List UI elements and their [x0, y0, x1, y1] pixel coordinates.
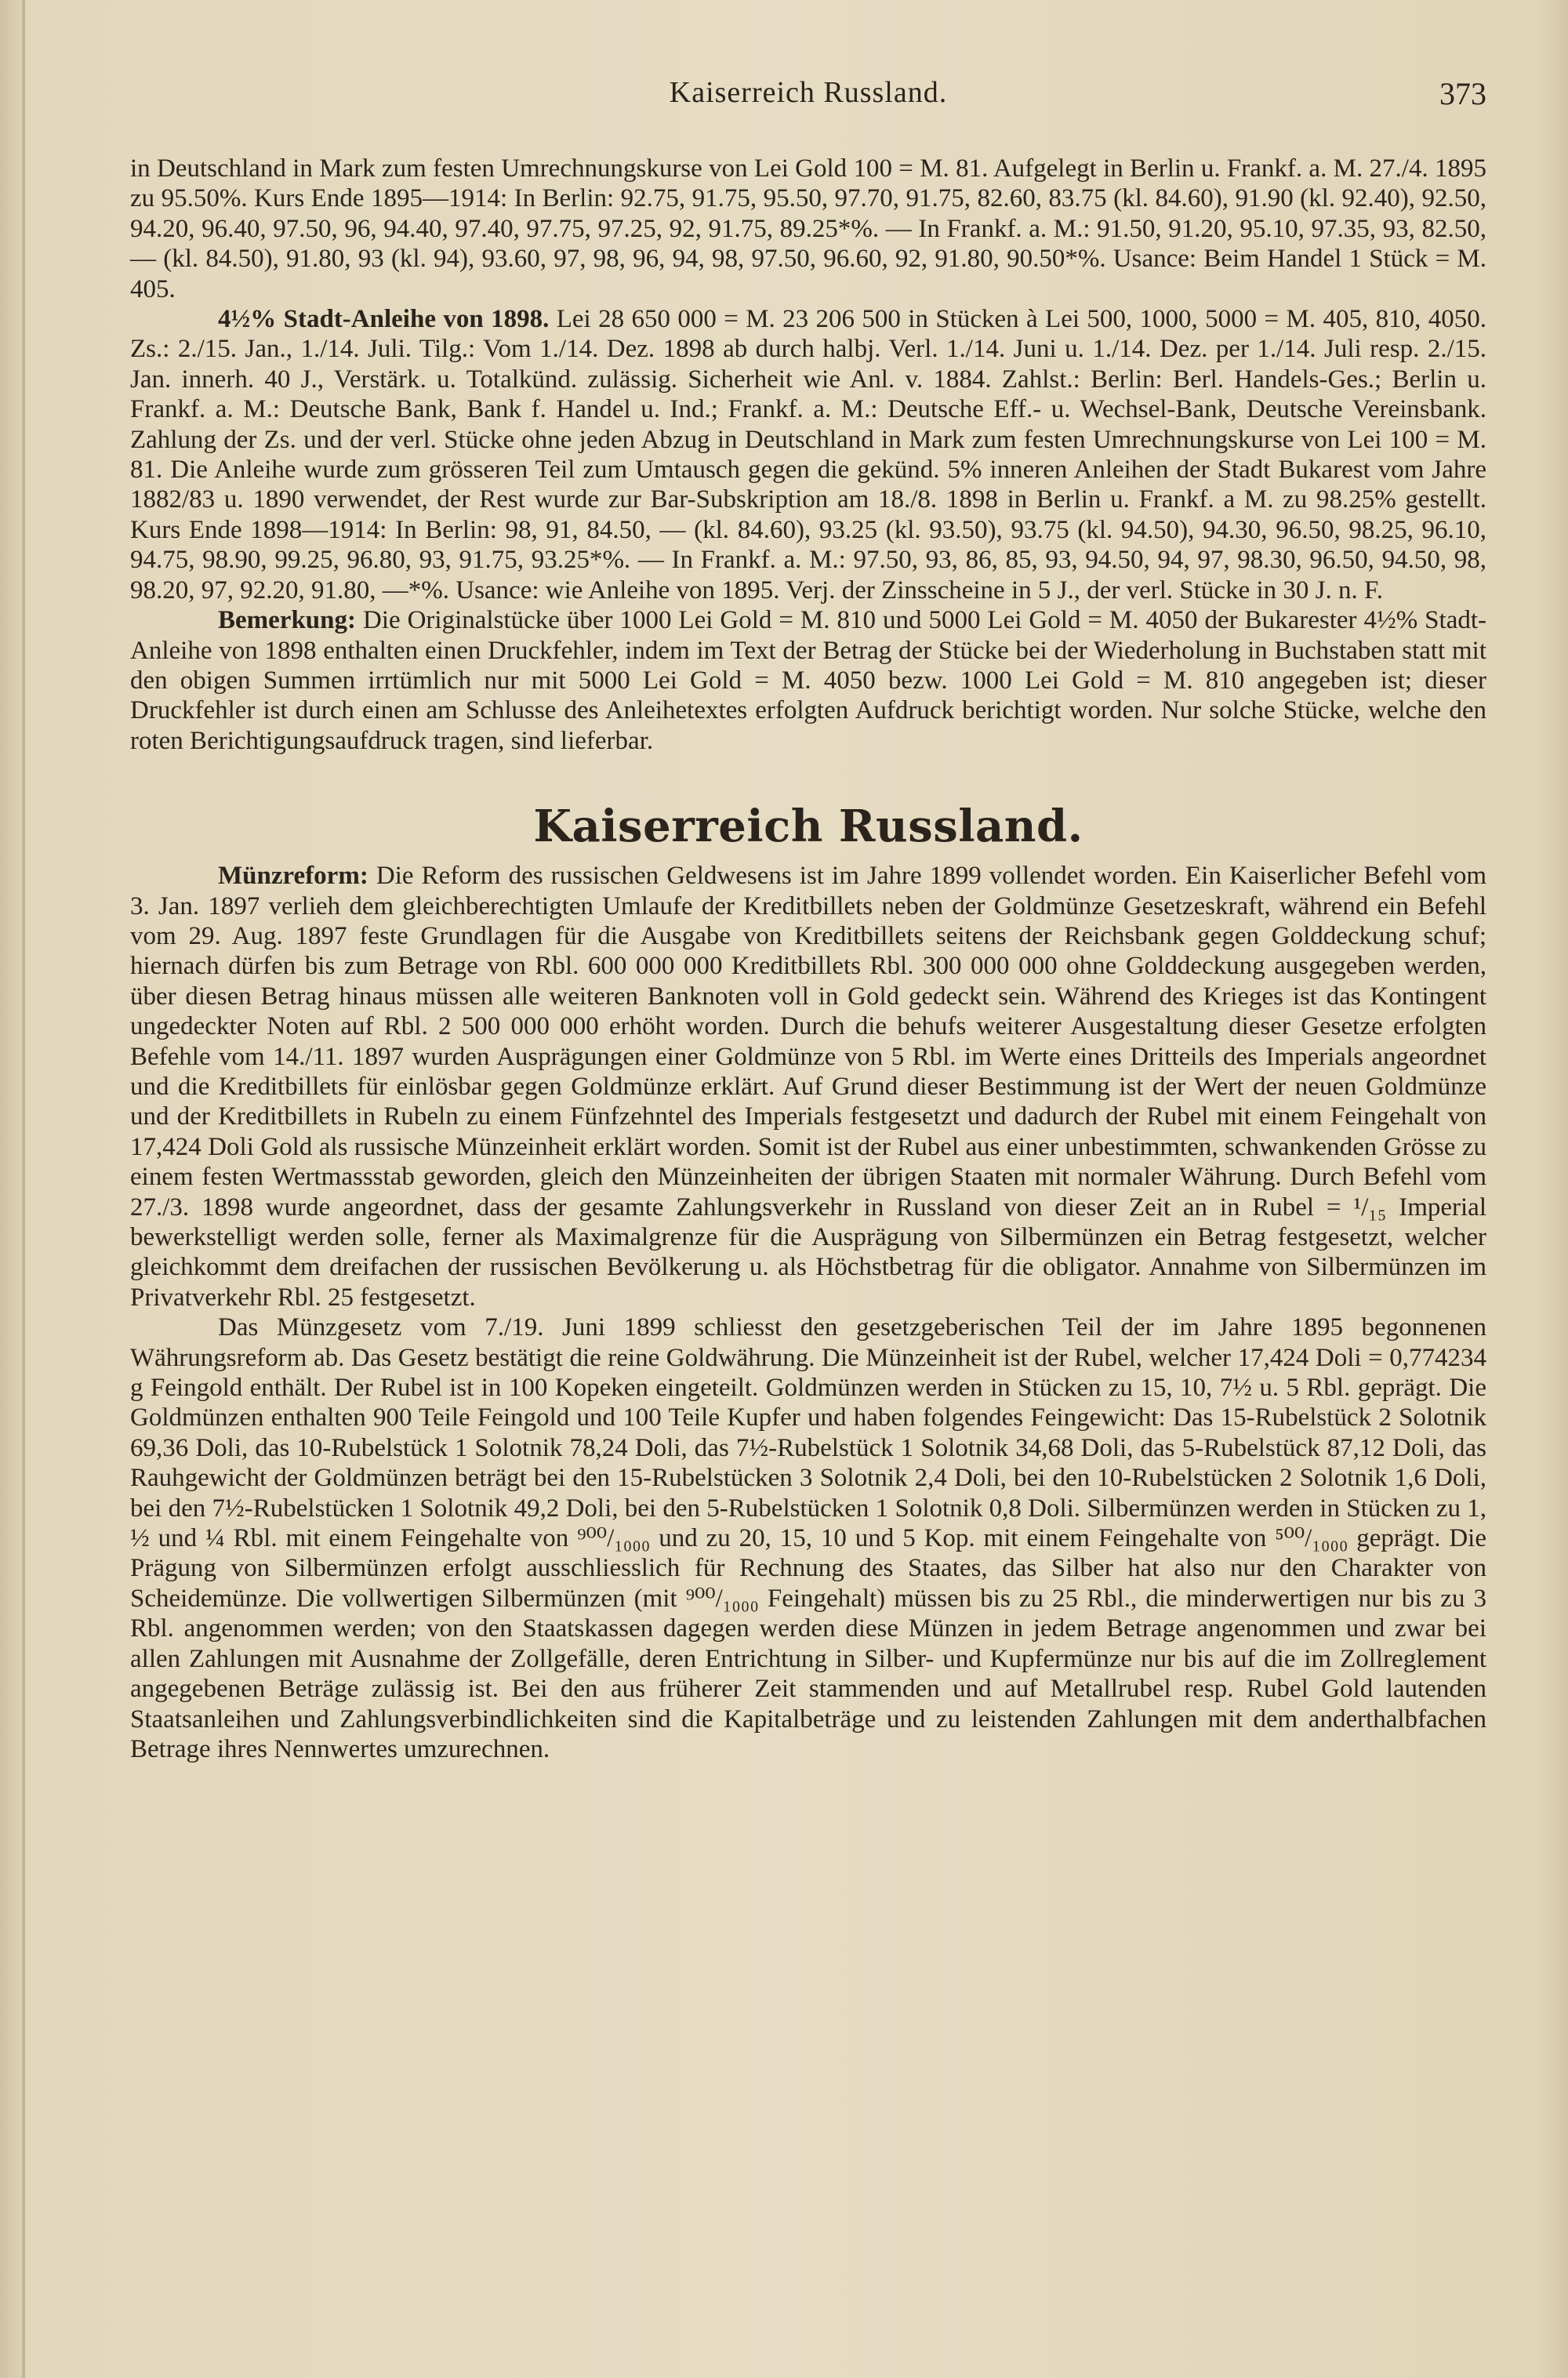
continued-paragraph: in Deutschland in Mark zum festen Umrechnungskurse von Lei Gold 100 = M. 81. Aufgelegt in Berlin u. Frankf. a. M. 27./4. 1895 zu 95.50%. Kurs Ende 1895—1914: In Berlin: 92.75, 91.75, 95.50, 97.70, 91.75, 82.60, 83.75 (kl. 84.60), 91.90 (kl. 92.40), 92.50, 94.20, 96.40, 97.50, 96, 94.40, 97.40, 97.75, 97.25, 92, 91.75, 89.25*%. — In Frankf. a. M.: 91.50, 91.20, 95.10, 97.35, 93, 82.50, — (kl. 84.50), 91.80, 93 (kl. 94), 93.60, 97, 98, 96, 94, 98, 97.50, 96.60, 92, 91.80, 90.50*%. Usance: Beim Handel 1 Stück = M. 405. — [130, 154, 1486, 303]
page-body — [130, 154, 1486, 1764]
loan-title: 4½% Stadt-Anleihe von 1898. — [218, 305, 550, 334]
loan-paragraph — [130, 304, 1486, 605]
section-title: Kaiserreich Russland. — [533, 801, 1083, 853]
note-text: Die Originalstücke über 1000 Lei Gold = M. 810 und 5000 Lei Gold = M. 4050 der Bukarester 4½% Stadt-Anleihe von 1898 enthalten einen Druckfehler, indem im Text der Betrag der Stücke bei der Wiederholung in Buchstaben statt mit den obigen Summen irrtümlich nur mit 5000 Lei Gold = M. 4050 bezw. 1000 Lei Gold = M. 810 angegeben ist; dieser Druckfehler ist durch einen am Schlusse des Anleihetextes erfolgten Aufdruck berichtigt worden. Nur solche Stücke, welche den roten Berichtigungsaufdruck tragen, sind lieferbar. — [130, 606, 1487, 755]
page-number: 373 — [1439, 76, 1486, 111]
reform-text: Die Reform des russischen Geldwesens ist im Jahre 1899 vollendet worden. Ein Kaiserlicher Befehl vom 3. Jan. 1897 verlieh dem gleichberechtigten Umlaufe der Kreditbillets neben der Goldmünze Gesetzeskraft, während ein Befehl vom 29. Aug. 1897 feste Grundlagen für die Ausgabe von Kreditbillets seitens der Reichsbank gegen Golddeckung schuf; hiernach dürfen bis zum Betrage von Rbl. 600 000 000 Kreditbillets Rbl. 300 000 000 ohne Golddeckung ausgegeben werden, über diesen Betrag hinaus müssen alle weiteren Banknoten voll in Gold gedeckt sein. Während des Krieges ist das Kontingent ungedeckter Noten auf Rbl. 2 500 000 000 erhöht worden. Durch die behufs weiterer Ausgestaltung dieser Gesetze erfolgten Befehle vom 14./11. 1897 wurden Ausprägungen einer Goldmünze von 5 Rbl. im Werte eines Dritteils des Imperials angeordnet und die Kreditbillets für einlösbar gegen Goldmünze erklärt. Auf Grund dieser Bestimmung ist der Wert der neuen Goldmünze und der Kreditbillets in Rubeln zu einem Fünfzehntel des Imperials festgesetzt und dadurch der Rubel mit einem Feingehalt von 17,424 Doli Gold als russische Münzeinheit erklärt worden. Somit ist der Rubel aus einer unbestimmten, schwankenden Grösse zu einem festen Wertmassstab geworden, gleich den Münzeinheiten der übrigen Staaten mit normaler Währung. Durch Befehl vom 27./3. 1898 wurde angeordnet, dass der gesamte Zahlungsverkehr in Russland von dieser Zeit an in Rubel = ¹/₁₅ Imperial bewerkstelligt werden solle, ferner als Maximalgrenze für die Ausprägung von Silbermünzen ein Betrag festgesetzt, welcher gleichkommt dem dreifachen der russischen Bevölkerung u. als Höchstbetrag für die obligator. Annahme von Silbermünzen im Privatverkehr Rbl. 25 festgesetzt. — [130, 862, 1487, 1312]
loan-text: Lei 28 650 000 = M. 23 206 500 in Stücken à Lei 500, 1000, 5000 = M. 405, 810, 4050. Zs.: 2./15. Jan., 1./14. Juli. Tilg.: Vom 1./14. Dez. 1898 ab durch halbj. Verl. 1./14. Juni u. 1./14. Dez. per 1./14. Juli resp. 2./15. Jan. innerh. 40 J., Verstärk. u. Totalkünd. zulässig. Sicherheit wie Anl. v. 1884. Zahlst.: Berlin: Berl. Handels-Ges.; Berlin u. Frankf. a. M.: Deutsche Bank, Bank f. Handel u. Ind.; Frankf. a. M.: Deutsche Eff.- u. Wechsel-Bank, Deutsche Vereinsbank. Zahlung der Zs. und der verl. Stücke ohne jeden Abzug in Deutschland in Mark zum festen Umrechnungskurse von Lei 100 = M. 81. Die Anleihe wurde zum grösseren Teil zum Umtausch gegen die gekünd. 5% inneren Anleihen der Stadt Bukarest vom Jahre 1882/83 u. 1890 verwendet, der Rest wurde zur Bar-Subskription am 18./8. 1898 in Berlin u. Frankf. a M. zu 98.25% gestellt. Kurs Ende 1898—1914: In Berlin: 98, 91, 84.50, — (kl. 84.60), 93.25 (kl. 93.50), 93.75 (kl. 94.50), 94.30, 96.50, 98.25, 96.10, 94.75, 98.90, 99.25, 96.80, 93, 91.75, 93.25*%. — In Frankf. a. M.: 97.50, 93, 86, 85, 93, 94.50, 94, 97, 98.30, 96.50, 94.50, 98, 98.20, 97, 92.20, 91.80, —*%. Usance: wie Anleihe von 1895. Verj. der Zinsscheine in 5 J., der verl. Stücke in 30 J. n. F. — [130, 305, 1487, 604]
note-paragraph — [130, 605, 1486, 756]
note-label: Bemerkung: — [218, 606, 356, 635]
reform-paragraph — [130, 861, 1486, 1312]
page-binding-edge — [22, 0, 25, 2378]
running-title: Kaiserreich Russland. — [669, 76, 948, 109]
reform-label: Münzreform: — [218, 862, 368, 891]
law-paragraph: Das Münzgesetz vom 7./19. Juni 1899 schliesst den gesetzgeberischen Teil der im Jahre 1895 begonnenen Währungsreform ab. Das Gesetz bestätigt die reine Goldwährung. Die Münzeinheit ist der Rubel, welcher 17,424 Doli = 0,774234 g Feingold enthält. Der Rubel ist in 100 Kopeken eingeteilt. Goldmünzen werden in Stücken zu 15, 10, 7½ u. 5 Rbl. geprägt. Die Goldmünzen enthalten 900 Teile Feingold und 100 Teile Kupfer und haben folgendes Feingewicht: Das 15-Rubelstück 2 Solotnik 69,36 Doli, das 10-Rubelstück 1 Solotnik 78,24 Doli, das 7½-Rubelstück 1 Solotnik 34,68 Doli, das 5-Rubelstück 87,12 Doli, das Rauhgewicht der Goldmünzen beträgt bei den 15-Rubelstücken 3 Solotnik 2,4 Doli, bei den 10-Rubelstücken 2 Solotnik 1,6 Doli, bei den 7½-Rubelstücken 1 Solotnik 49,2 Doli, bei den 5-Rubelstücken 1 Solotnik 0,8 Doli. Silbermünzen werden in Stücken zu 1, ½ und ¼ Rbl. mit einem Feingehalte von ⁹⁰⁰/₁₀₀₀ und zu 20, 15, 10 und 5 Kop. mit einem Feingehalte von ⁵⁰⁰/₁₀₀₀ geprägt. Die Prägung von Silbermünzen erfolgt ausschliesslich für Rechnung des Staates, das Silber hat also nur den Charakter von Scheidemünze. Die vollwertigen Silbermünzen (mit ⁹⁰⁰/₁₀₀₀ Feingehalt) müssen bis zu 25 Rbl., die minderwertigen nur bis zu 3 Rbl. angenommen werden; von den Staatskassen dagegen werden diese Münzen in jedem Betrage angenommen und zwar bei allen Zahlungen mit Ausnahme der Zollgefälle, deren Entrichtung in Silber- und Kupfermünze nur bis auf die im Zollreglement angegebenen Beträge zulässig ist. Bei den aus früherer Zeit stammenden und auf Metallrubel resp. Rubel Gold lautenden Staatsanleihen und Zahlungsverbindlichkeiten sind die Kapitalbeträge und zu leistenden Zahlungen mit dem anderthalbfachen Betrage ihres Nennwertes umzurechnen. — [130, 1313, 1486, 1763]
running-header — [130, 75, 1486, 122]
